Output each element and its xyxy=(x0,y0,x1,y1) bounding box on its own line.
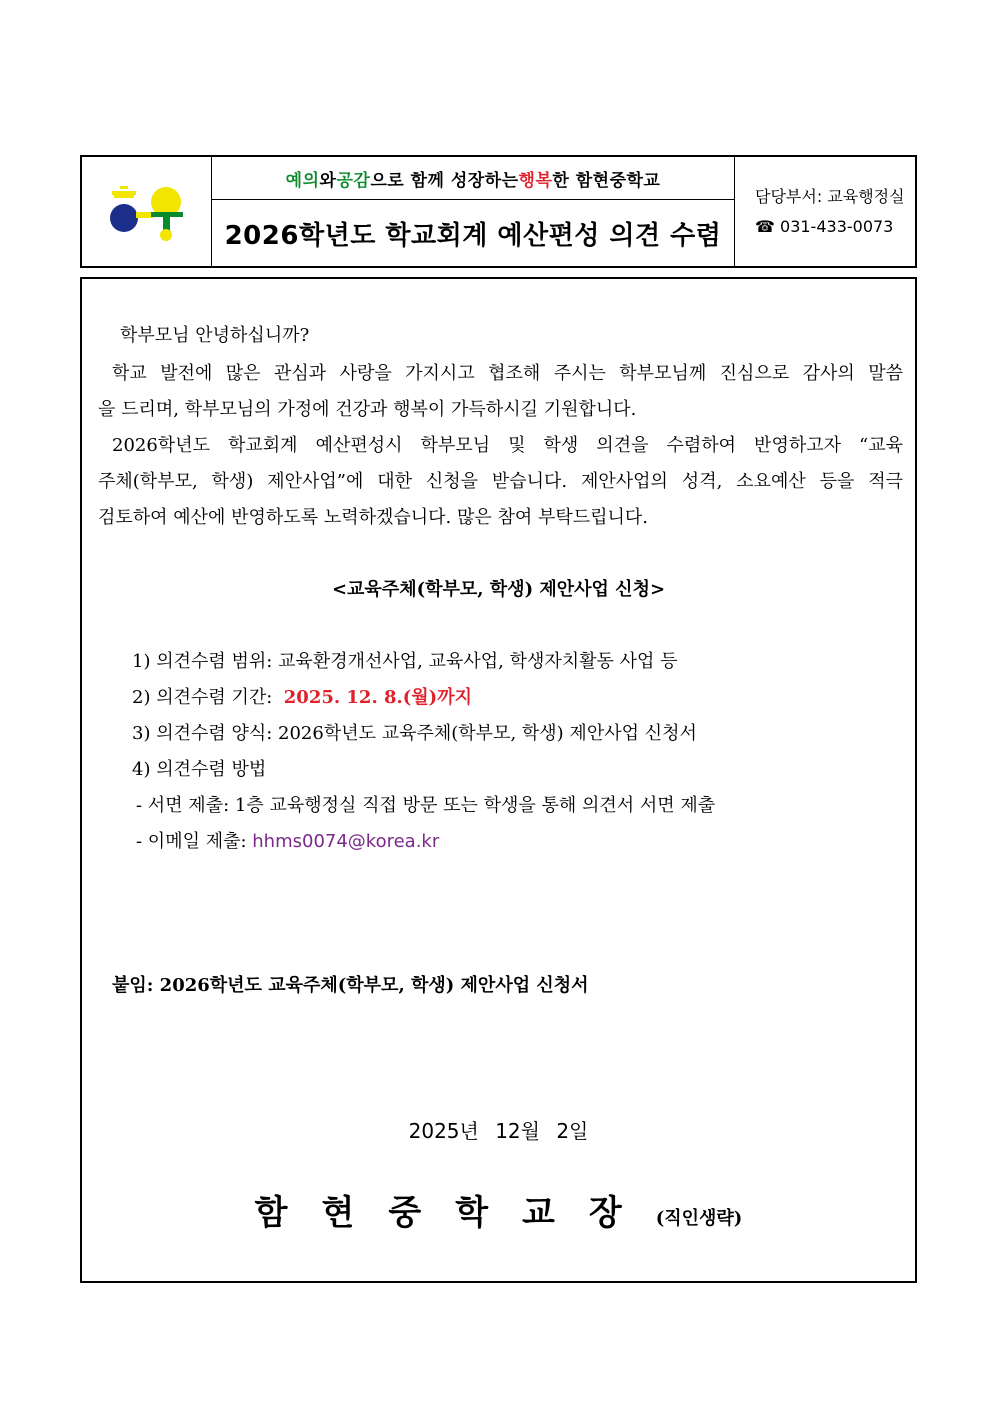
letter-body xyxy=(80,277,917,1283)
document-title: 2026학년도 학교회계 예산편성 의견 수렴 xyxy=(224,220,722,251)
header-table xyxy=(80,155,917,268)
contact-cell xyxy=(735,157,915,266)
paragraph-2-line-3: 검토하여 예산에 반영하도록 노력하겠습니다. 많은 참여 부탁드립니다. xyxy=(98,507,649,528)
item-form: 3) 의견수렴 양식: 2026학년도 교육주체(학부모, 학생) 제안사업 신청서 xyxy=(132,723,697,744)
school-slogan: 예의 와 공감 으로 함께 성장하는 행복 한 함현중학교 xyxy=(212,157,734,200)
logo-cell xyxy=(82,157,212,266)
item-period-value: 2025. 12. 8.(월)까지 xyxy=(283,687,472,708)
department-label: 담당부서: 교육행정실 xyxy=(755,186,905,206)
item-method: 4) 의견수렴 방법 xyxy=(132,759,267,780)
school-logo xyxy=(106,182,188,242)
paragraph-1-line-2: 을 드리며, 학부모님의 가정에 건강과 행복이 가득하시길 기원합니다. xyxy=(98,399,637,420)
item-period xyxy=(132,683,472,709)
email-link[interactable]: hhms0074@korea.kr xyxy=(252,831,440,852)
paragraph-2-line-1: 2026학년도 학교회계 예산편성시 학부모님 및 학생 의견을 수렴하여 반영하고자 “교육 xyxy=(112,435,903,456)
greeting: 학부모님 안녕하십니까? xyxy=(120,325,310,346)
item-email-submission xyxy=(136,827,439,853)
section-title: <교육주체(학부모, 학생) 제안사업 신청> xyxy=(331,579,666,600)
paragraph-1-line-1: 학교 발전에 많은 관심과 사랑을 가지시고 협조해 주시는 학부모님께 진심으로 감사의 말씀 xyxy=(112,363,903,384)
item-period-label: 2) 의견수렴 기간: xyxy=(132,687,273,708)
signer-name: 함현중학교장 xyxy=(254,1193,656,1233)
paragraph-2-line-2: 주체(학부모, 학생) 제안사업”에 대한 신청을 받습니다. 제안사업의 성격, 소요예산 등을 적극 xyxy=(98,471,903,492)
attachment-note: 붙임: 2026학년도 교육주체(학부모, 학생) 제안사업 신청서 xyxy=(112,975,589,996)
seal-omitted-note: (직인생략) xyxy=(655,1208,743,1229)
title-cell xyxy=(212,157,735,266)
phone-number: ☎ 031-433-0073 xyxy=(755,216,894,236)
signer xyxy=(82,1185,915,1234)
item-written-submission: - 서면 제출: 1층 교육행정실 직접 방문 또는 학생을 통해 의견서 서면 제출 xyxy=(136,795,716,816)
issue-date: 2025년 12월 2일 xyxy=(408,1119,589,1143)
email-label: - 이메일 제출: xyxy=(136,831,247,852)
item-scope: 1) 의견수렴 범위: 교육환경개선사업, 교육사업, 학생자치활동 사업 등 xyxy=(132,651,678,672)
